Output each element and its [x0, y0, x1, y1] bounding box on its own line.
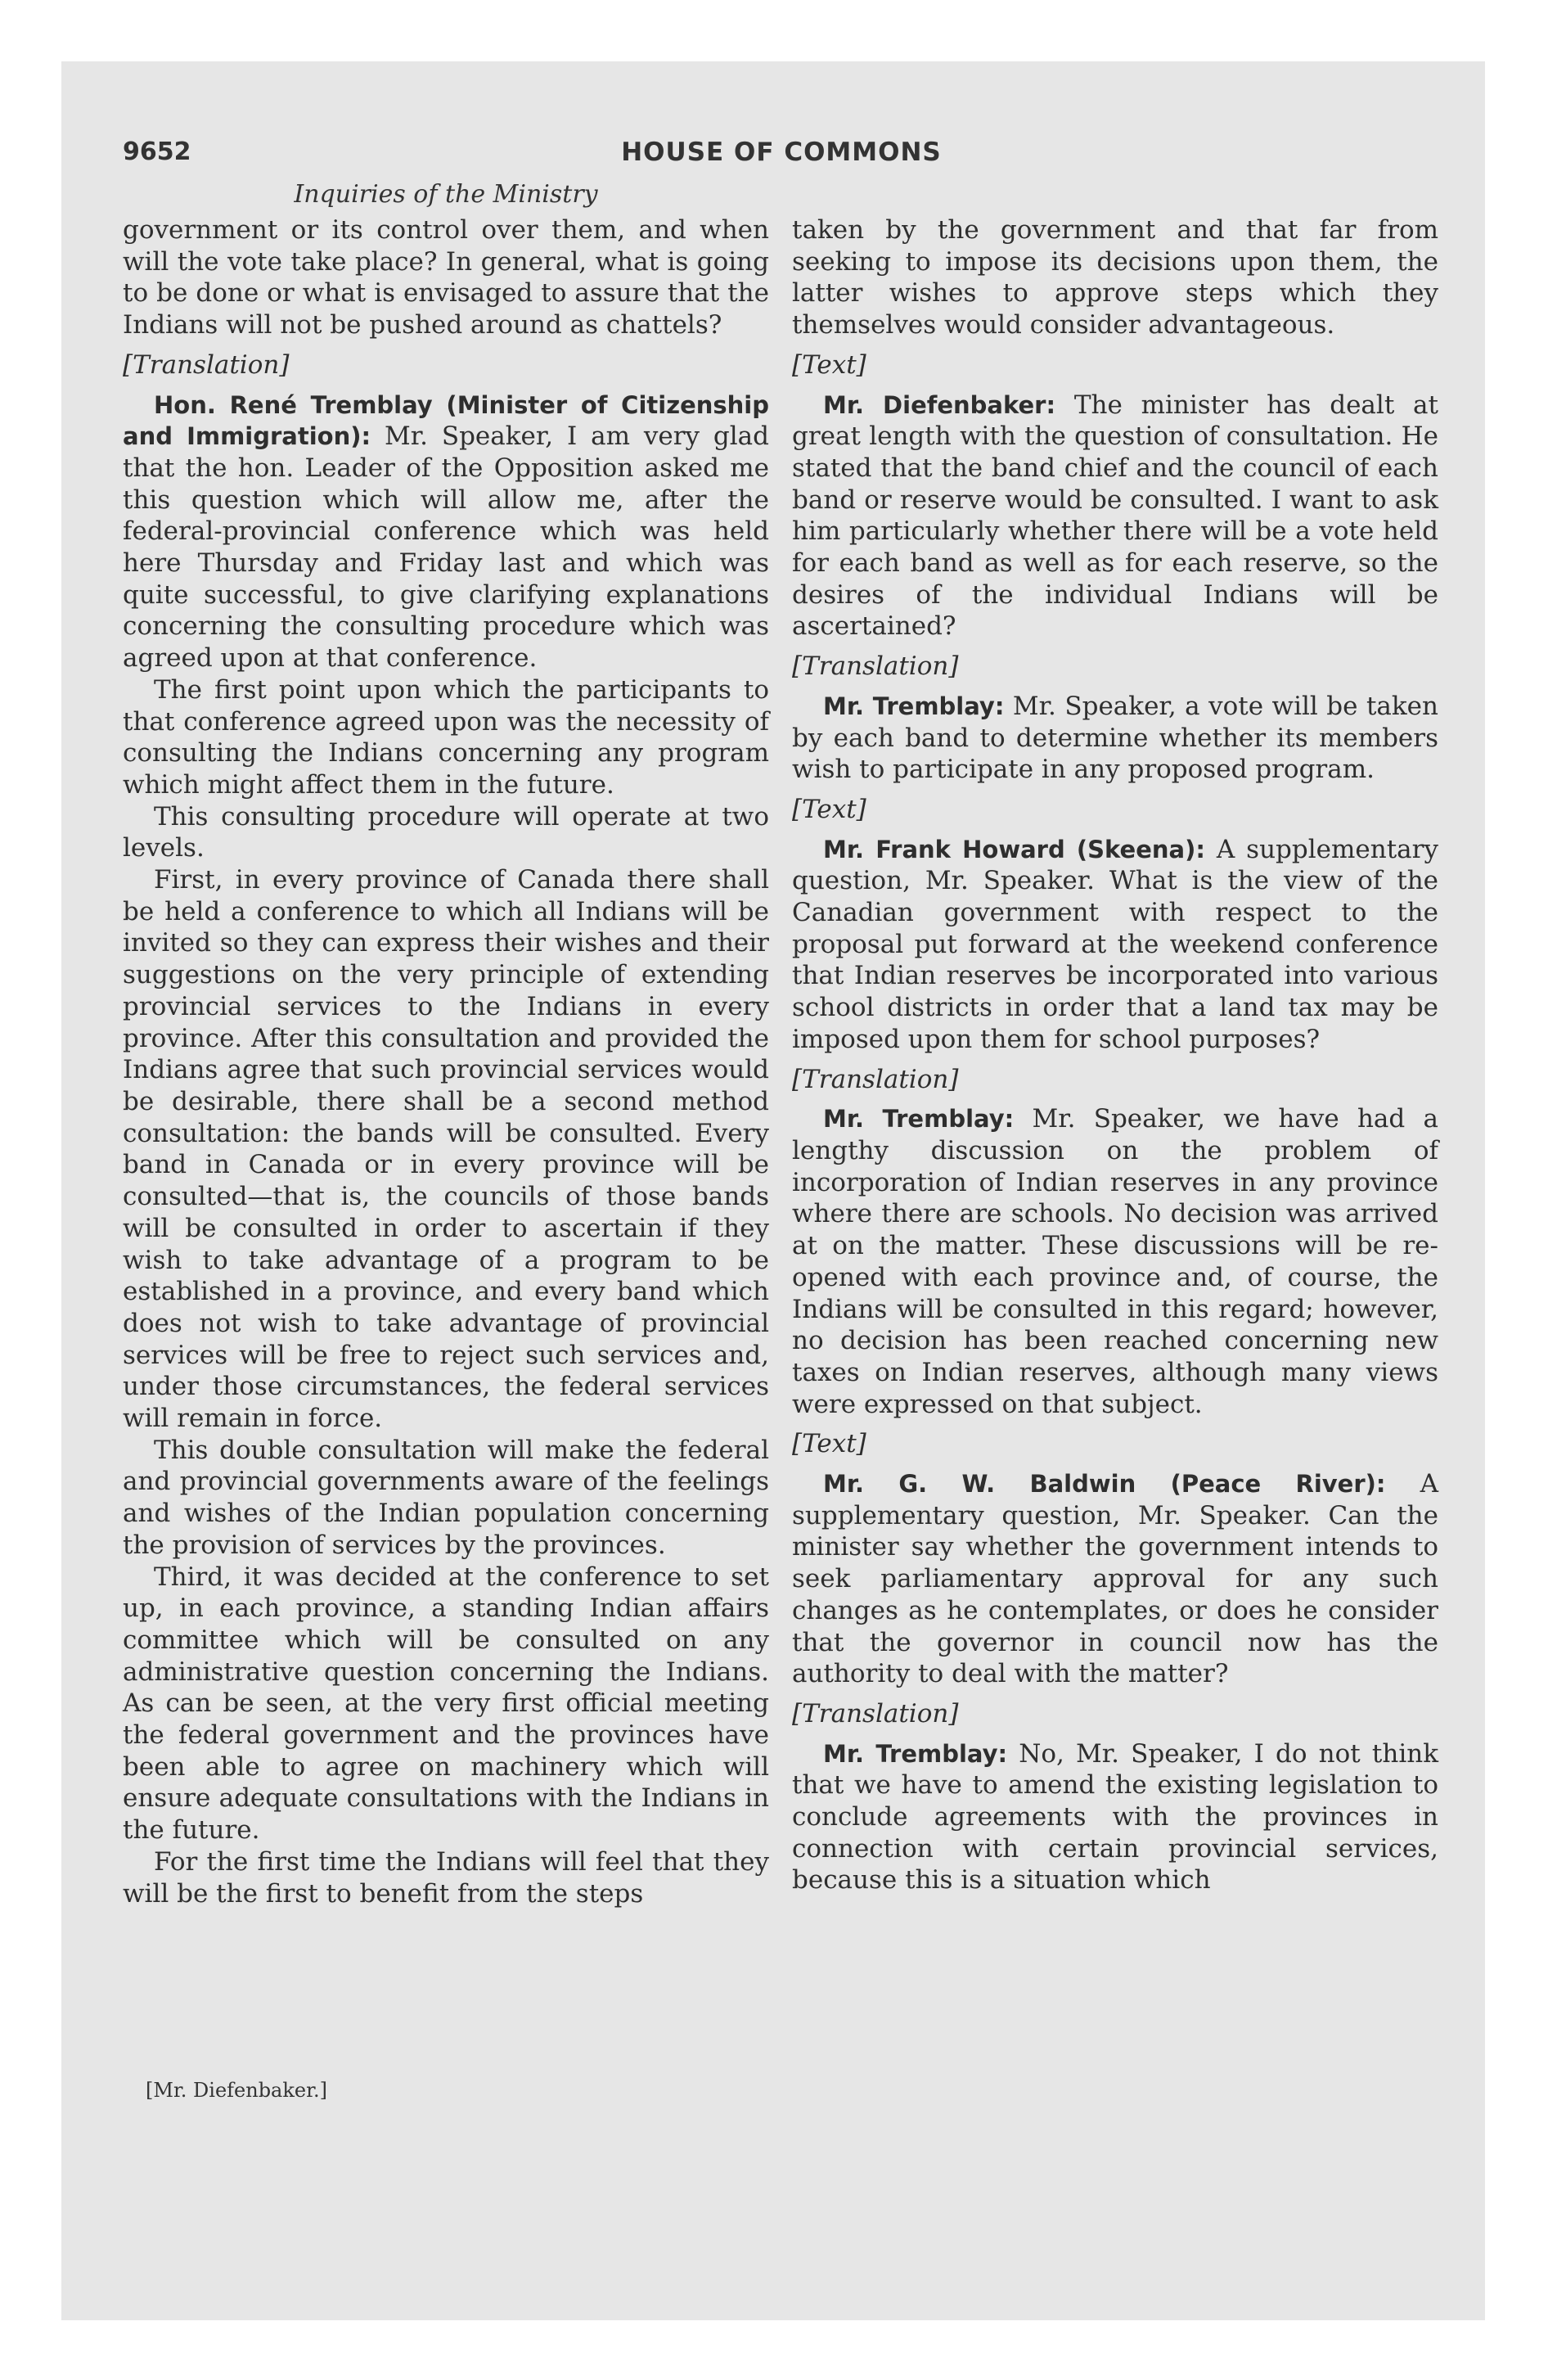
page-number: 9652	[123, 137, 191, 166]
speech-paragraph	[792, 390, 1438, 643]
speaker-name: Mr. Frank Howard (Skeena):	[823, 835, 1205, 863]
paragraph: This consulting procedure will operate at two levels.	[123, 801, 769, 863]
translation-tag: [Translation]	[123, 349, 290, 380]
speech-text: The minister has dealt at great length with the question of consultation. He stated that the band chief and the council of each band or reserve would be consulted. I want to ask him particularly whether there will be a vote held for each band as well as for each reserve, so the desires of the individual Indians will be ascertained?	[792, 390, 1438, 642]
paragraph: First, in every province of Canada there shall be held a conference to which all Indians will be invited so they can express their wishes and their suggestions on the very principle of extending provincial services to the Indians in every province. After this consultation and provided the Indians agree that such provincial services would be desirable, there shall be a second method consultation: the bands will be consulted. Every band in Canada or in every province will be consulted—that is, the councils of those bands will be consulted in order to ascertain if they wish to take advantage of a program to be established in a province, and every band which does not wish to take advantage of provincial services will be free to reject such services and, under those circumstances, the federal services will remain in force.	[123, 865, 769, 1434]
speech-text: A supplementary question, Mr. Speaker. What is the view of the Canadian government with respect to the proposal put forward at the weekend conference that Indian reserves be incorporated into various school districts in order that a land tax may be imposed upon them for school purposes?	[792, 834, 1438, 1054]
translation-tag: [Translation]	[792, 1064, 959, 1094]
speech-paragraph	[792, 1738, 1438, 1897]
text-tag: [Text]	[792, 349, 866, 380]
speaker-name: Mr. Tremblay:	[823, 1739, 1008, 1768]
speech-text: A supplementary question, Mr. Speaker. Can the minister say whether the government intends to seek parliamentary approval for any such changes as he contemplates, or does he consider that the governor in council now has the authority to deal with the matter?	[792, 1469, 1438, 1689]
speaker-name: Mr. Tremblay:	[823, 1105, 1015, 1134]
speech-paragraph	[792, 1103, 1438, 1420]
paragraph: government or its control over them, and when will the vote take place? In general, what is going to be done or what is envisaged to assure that the Indians will not be pushed around as chattels?	[123, 215, 769, 340]
speech-text: Mr. Speaker, a vote will be taken by each band to determine whether its members wish to participate in any proposed program.	[792, 691, 1438, 785]
speech-text: Mr. Speaker, I am very glad that the hon. Leader of the Opposition asked me this question which will allow me, after the federal-provincial conference which was held here Thursday and Friday last and which was quite successful, to give clarifying explanations concerning the consulting procedure which was agreed upon at that conference.	[123, 421, 770, 674]
speech-paragraph	[792, 1468, 1438, 1690]
paragraph: taken by the government and that far from seeking to impose its decisions upon them, the latter wishes to approve steps which they themselves would consider advantageous.	[792, 215, 1438, 340]
text-tag: [Text]	[792, 794, 866, 824]
speaker-name: Mr. Diefenbaker:	[823, 390, 1056, 419]
paragraph: This double consultation will make the federal and provincial governments aware of the feelings and wishes of the Indian population concerning the provision of services by the provinces.	[123, 1435, 769, 1560]
running-title: HOUSE OF COMMONS	[621, 137, 942, 167]
right-column	[792, 214, 1438, 1896]
paragraph: The first point upon which the participants to that conference agreed upon was the necessity of consulting the Indians concerning any program which might affect them in the future.	[123, 674, 769, 800]
paragraph: Third, it was decided at the conference to set up, in each province, a standing Indian affairs committee which will be consulted on any administrative question concerning the Indians. As can be seen, at the very first official meeting the federal government and the provinces have been able to agree on machinery which will ensure adequate consultations with the Indians in the future.	[123, 1562, 769, 1846]
translation-tag: [Translation]	[792, 651, 959, 682]
text-tag: [Text]	[792, 1429, 866, 1459]
speech-paragraph	[792, 691, 1438, 786]
paragraph: For the first time the Indians will feel that they will be the first to benefit from the steps	[123, 1846, 769, 1909]
speech-paragraph	[792, 834, 1438, 1056]
speech-text: No, Mr. Speaker, I do not think that we have to amend the existing legislation to conclude agreements with the provinces in connection with certain provincial services, because this is a situation which	[792, 1738, 1438, 1895]
footer-attribution: [Mr. Diefenbaker.]	[146, 2079, 327, 2102]
section-subheading: Inquiries of the Ministry	[294, 180, 598, 209]
translation-tag: [Translation]	[792, 1698, 959, 1729]
speech-paragraph	[123, 390, 769, 674]
page-header	[123, 137, 1440, 180]
speech-text: Mr. Speaker, we have had a lengthy discussion on the problem of incorporation of Indian reserves in any province where there are schools. No decision was arrived at on the matter. These discussions will be re-opened with each province and, of course, the Indians will be consulted in this regard; however, no decision has been reached concerning new taxes on Indian reserves, although many views were expressed on that subject.	[792, 1104, 1438, 1419]
left-column	[123, 214, 769, 1909]
speaker-name: Hon. René Tremblay (Minister of Citizenship and Immigration):	[123, 390, 769, 451]
speaker-name: Mr. G. W. Baldwin (Peace River):	[823, 1470, 1386, 1499]
speaker-name: Mr. Tremblay:	[823, 692, 1005, 720]
